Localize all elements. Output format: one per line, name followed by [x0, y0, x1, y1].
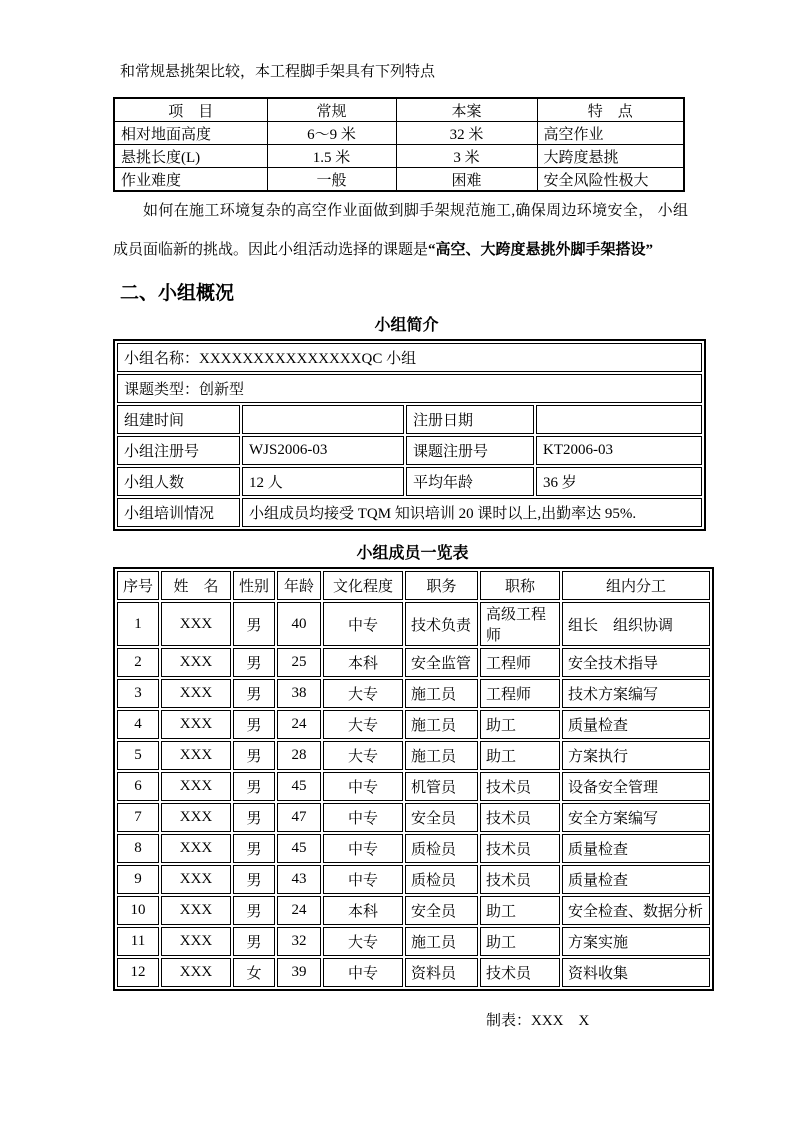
cell: XXX [161, 896, 231, 925]
cell: 中专 [323, 803, 403, 832]
cell: 24 [277, 896, 321, 925]
cell: 4 [117, 710, 159, 739]
cell: 12 [117, 958, 159, 987]
cell: XXX [161, 772, 231, 801]
cell: 高级工程师 [480, 602, 560, 646]
cell: 安全检查、数据分析 [562, 896, 710, 925]
group-name-cell: 小组名称：XXXXXXXXXXXXXXXQC 小组 [117, 343, 702, 372]
table-row [114, 168, 684, 192]
topic-paragraph [113, 192, 688, 270]
dates-row [117, 405, 702, 434]
table-row [117, 741, 710, 770]
cell: 1 [117, 602, 159, 646]
cell: XXX [161, 927, 231, 956]
cell: 47 [277, 803, 321, 832]
cell: 女 [233, 958, 275, 987]
cell: 安全技术指导 [562, 648, 710, 677]
comparison-table-body [114, 122, 684, 192]
cell: 助工 [480, 710, 560, 739]
cell: 技术员 [480, 834, 560, 863]
cell: 3 米 [396, 145, 537, 168]
group-reg-label: 小组注册号 [117, 436, 240, 465]
found-time-value [242, 405, 404, 434]
profile-table-title: 小组简介 [374, 317, 439, 334]
training-label: 小组培训情况 [117, 498, 240, 527]
cell: XXX [161, 958, 231, 987]
cell: 技术员 [480, 772, 560, 801]
cell: XXX [161, 648, 231, 677]
cell: 32 [277, 927, 321, 956]
cell: 大专 [323, 710, 403, 739]
cell: 资料员 [405, 958, 478, 987]
cell: 大专 [323, 679, 403, 708]
table-row [117, 803, 710, 832]
members-header-row [117, 571, 710, 600]
cell: 45 [277, 834, 321, 863]
cell: 安全员 [405, 803, 478, 832]
cell: 相对地面高度 [114, 122, 267, 145]
cell: 6 [117, 772, 159, 801]
cell: 助工 [480, 896, 560, 925]
found-time-label: 组建时间 [117, 405, 240, 434]
cell: 32 米 [396, 122, 537, 145]
cell: 男 [233, 648, 275, 677]
paragraph-text: 如何在施工环境复杂的高空作业面做到脚手架规范施工,确保周边环境安全， 小组成员面临新的挑战。因此小组活动选择的课题是 [113, 203, 688, 258]
members-table [113, 567, 714, 991]
member-count-value: 12 人 [242, 467, 404, 496]
cell: 本科 [323, 648, 403, 677]
column-header: 年龄 [277, 571, 321, 600]
table-row [117, 896, 710, 925]
cell: 安全监管 [405, 648, 478, 677]
table-row [117, 865, 710, 894]
cell: 25 [277, 648, 321, 677]
comparison-table [113, 97, 685, 192]
cell: 8 [117, 834, 159, 863]
cell: 设备安全管理 [562, 772, 710, 801]
cell: XXX [161, 834, 231, 863]
cell: 中专 [323, 865, 403, 894]
cell: 施工员 [405, 741, 478, 770]
column-header: 职称 [480, 571, 560, 600]
cell: 质量检查 [562, 710, 710, 739]
cell: 安全方案编写 [562, 803, 710, 832]
topic-type-cell: 课题类型：创新型 [117, 374, 702, 403]
cell: 38 [277, 679, 321, 708]
cell: 困难 [396, 168, 537, 192]
cell: 技术员 [480, 803, 560, 832]
cell: 技术负责 [405, 602, 478, 646]
column-header: 文化程度 [323, 571, 403, 600]
cell: 质检员 [405, 865, 478, 894]
topic-reg-label: 课题注册号 [406, 436, 534, 465]
column-header: 本案 [396, 98, 537, 122]
cell: 质量检查 [562, 834, 710, 863]
table-row [117, 958, 710, 987]
cell: 作业难度 [114, 168, 267, 192]
cell: 1.5 米 [267, 145, 396, 168]
cell: 施工员 [405, 679, 478, 708]
cell: 男 [233, 602, 275, 646]
comparison-header-row [114, 98, 684, 122]
intro-line: 和常规悬挑架比较，本工程脚手架具有下列特点 [120, 64, 436, 80]
table-row [117, 648, 710, 677]
section-heading: 二、小组概况 [120, 283, 235, 304]
topic-type-row [117, 374, 702, 403]
cell: 7 [117, 803, 159, 832]
column-header: 序号 [117, 571, 159, 600]
profile-table [113, 339, 706, 531]
table-row [114, 145, 684, 168]
profile-table-body [117, 343, 702, 527]
cell: XXX [161, 741, 231, 770]
cell: 男 [233, 710, 275, 739]
cell: 6～9 米 [267, 122, 396, 145]
table-row [117, 679, 710, 708]
cell: 安全员 [405, 896, 478, 925]
count-age-row [117, 467, 702, 496]
cell: 10 [117, 896, 159, 925]
member-count-label: 小组人数 [117, 467, 240, 496]
cell: 质检员 [405, 834, 478, 863]
column-header: 职务 [405, 571, 478, 600]
cell: 中专 [323, 602, 403, 646]
table-row [117, 927, 710, 956]
cell: 中专 [323, 958, 403, 987]
cell: 工程师 [480, 679, 560, 708]
column-header: 性别 [233, 571, 275, 600]
cell: 2 [117, 648, 159, 677]
column-header: 特 点 [537, 98, 684, 122]
training-value: 小组成员均接受 TQM 知识培训 20 课时以上,出勤率达 95%. [242, 498, 702, 527]
table-row [117, 710, 710, 739]
cell: 方案执行 [562, 741, 710, 770]
cell: 3 [117, 679, 159, 708]
cell: 11 [117, 927, 159, 956]
topic-title-bold: “高空、大跨度悬挑外脚手架搭设” [428, 242, 654, 258]
cell: 43 [277, 865, 321, 894]
cell: 一般 [267, 168, 396, 192]
cell: 资料收集 [562, 958, 710, 987]
group-reg-value: WJS2006-03 [242, 436, 404, 465]
cell: 技术方案编写 [562, 679, 710, 708]
cell: 悬挑长度(L) [114, 145, 267, 168]
cell: 大专 [323, 927, 403, 956]
cell: 男 [233, 896, 275, 925]
cell: 男 [233, 772, 275, 801]
column-header: 姓 名 [161, 571, 231, 600]
cell: 质量检查 [562, 865, 710, 894]
cell: 24 [277, 710, 321, 739]
cell: XXX [161, 679, 231, 708]
register-date-value [536, 405, 702, 434]
cell: 技术员 [480, 865, 560, 894]
cell: 9 [117, 865, 159, 894]
cell: 28 [277, 741, 321, 770]
cell: 男 [233, 927, 275, 956]
cell: 技术员 [480, 958, 560, 987]
cell: 男 [233, 834, 275, 863]
cell: 男 [233, 741, 275, 770]
column-header: 组内分工 [562, 571, 710, 600]
cell: 男 [233, 803, 275, 832]
registration-row [117, 436, 702, 465]
cell: 机管员 [405, 772, 478, 801]
cell: XXX [161, 710, 231, 739]
table-row [117, 772, 710, 801]
cell: 大跨度悬挑 [537, 145, 684, 168]
column-header: 项 目 [114, 98, 267, 122]
cell: 方案实施 [562, 927, 710, 956]
cell: 施工员 [405, 710, 478, 739]
cell: 中专 [323, 772, 403, 801]
cell: 工程师 [480, 648, 560, 677]
cell: 男 [233, 679, 275, 708]
cell: XXX [161, 602, 231, 646]
group-name-row [117, 343, 702, 372]
avg-age-value: 36 岁 [536, 467, 702, 496]
training-row [117, 498, 702, 527]
cell: 组长 组织协调 [562, 602, 710, 646]
cell: 高空作业 [537, 122, 684, 145]
column-header: 常规 [267, 98, 396, 122]
cell: 助工 [480, 927, 560, 956]
cell: 45 [277, 772, 321, 801]
topic-reg-value: KT2006-03 [536, 436, 702, 465]
members-table-body [117, 602, 710, 987]
cell: 5 [117, 741, 159, 770]
cell: 大专 [323, 741, 403, 770]
cell: 本科 [323, 896, 403, 925]
members-table-title: 小组成员一览表 [356, 545, 469, 562]
cell: 助工 [480, 741, 560, 770]
cell: XXX [161, 803, 231, 832]
table-row [117, 602, 710, 646]
cell: 男 [233, 865, 275, 894]
table-row [117, 834, 710, 863]
cell: 施工员 [405, 927, 478, 956]
footer-note: 制表：XXX X [486, 1013, 590, 1029]
cell: XXX [161, 865, 231, 894]
cell: 39 [277, 958, 321, 987]
cell: 40 [277, 602, 321, 646]
table-row [114, 122, 684, 145]
register-date-label: 注册日期 [406, 405, 534, 434]
cell: 安全风险性极大 [537, 168, 684, 192]
avg-age-label: 平均年龄 [406, 467, 534, 496]
cell: 中专 [323, 834, 403, 863]
